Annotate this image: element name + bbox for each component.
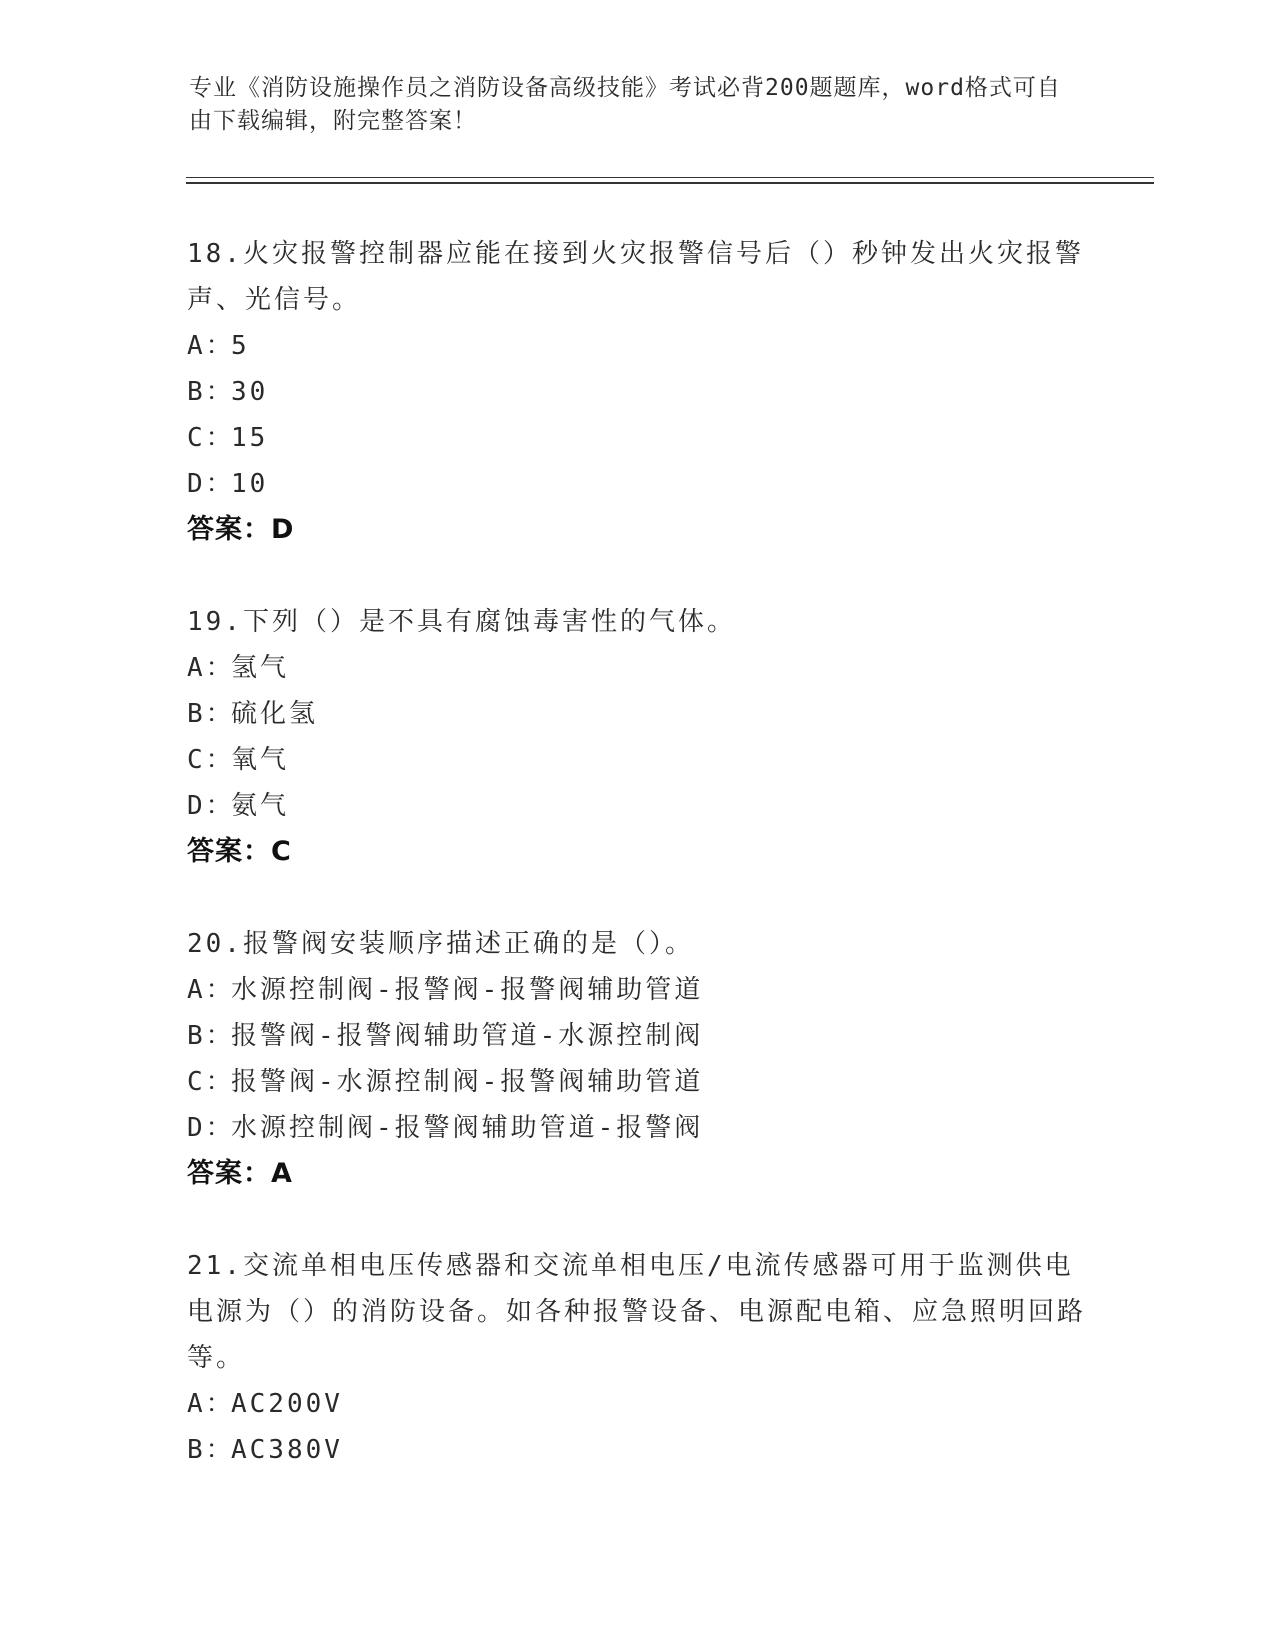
header-divider-thick — [186, 182, 1154, 184]
option-a — [187, 645, 1087, 691]
option-text: 硫化氢 — [231, 699, 319, 729]
answer-line: 答案：C — [187, 836, 292, 867]
option-b — [187, 1427, 1087, 1473]
question-21 — [187, 1243, 1087, 1473]
question-list — [187, 231, 1087, 1519]
option-key: A： — [187, 331, 235, 361]
header-divider-thin — [186, 177, 1154, 178]
option-key: C： — [187, 1067, 235, 1097]
question-stem: 19.下列（）是不具有腐蚀毒害性的气体。 — [187, 607, 736, 637]
question-19 — [187, 599, 1087, 875]
option-d — [187, 1105, 1087, 1151]
option-key: C： — [187, 423, 235, 453]
option-key: B： — [187, 377, 235, 407]
option-key: C： — [187, 745, 235, 775]
document-header — [189, 72, 1069, 138]
option-text: 报警阀-水源控制阀-报警阀辅助管道 — [231, 1067, 704, 1097]
option-b — [187, 369, 1087, 415]
option-c — [187, 415, 1087, 461]
option-b — [187, 1013, 1087, 1059]
option-key: A： — [187, 653, 235, 683]
option-key: D： — [187, 1113, 235, 1143]
option-text: 30 — [231, 377, 269, 407]
option-a — [187, 1381, 1087, 1427]
option-key: D： — [187, 469, 235, 499]
option-text: 水源控制阀-报警阀-报警阀辅助管道 — [231, 975, 704, 1005]
option-text: 水源控制阀-报警阀辅助管道-报警阀 — [231, 1113, 704, 1143]
question-stem: 20.报警阀安装顺序描述正确的是（）。 — [187, 929, 694, 959]
option-text: 5 — [231, 331, 250, 361]
option-key: A： — [187, 1389, 235, 1419]
option-text: 10 — [231, 469, 269, 499]
answer-line: 答案：D — [187, 514, 295, 545]
option-text: 15 — [231, 423, 269, 453]
option-text: 氧气 — [231, 745, 290, 775]
option-key: B： — [187, 699, 235, 729]
option-text: 氢气 — [231, 653, 290, 683]
question-stem: 21.交流单相电压传感器和交流单相电压/电流传感器可用于监测供电电源为（）的消防设备。如各种报警设备、电源配电箱、应急照明回路等。 — [187, 1251, 1087, 1373]
option-d — [187, 783, 1087, 829]
question-stem: 18.火灾报警控制器应能在接到火灾报警信号后（）秒钟发出火灾报警声、光信号。 — [187, 239, 1084, 315]
option-text: AC200V — [231, 1389, 343, 1419]
option-key: A： — [187, 975, 235, 1005]
option-c — [187, 1059, 1087, 1105]
option-key: B： — [187, 1021, 235, 1051]
option-d — [187, 461, 1087, 507]
question-18 — [187, 231, 1087, 553]
option-text: 氨气 — [231, 791, 290, 821]
option-c — [187, 737, 1087, 783]
question-20 — [187, 921, 1087, 1197]
option-key: B： — [187, 1435, 235, 1465]
header-text: 专业《消防设施操作员之消防设备高级技能》考试必背200题题库，word格式可自由下载编辑，附完整答案！ — [189, 75, 1061, 134]
option-text: AC380V — [231, 1435, 343, 1465]
option-text: 报警阀-报警阀辅助管道-水源控制阀 — [231, 1021, 704, 1051]
answer-line: 答案：A — [187, 1158, 293, 1189]
option-key: D： — [187, 791, 235, 821]
option-a — [187, 323, 1087, 369]
option-a — [187, 967, 1087, 1013]
option-b — [187, 691, 1087, 737]
